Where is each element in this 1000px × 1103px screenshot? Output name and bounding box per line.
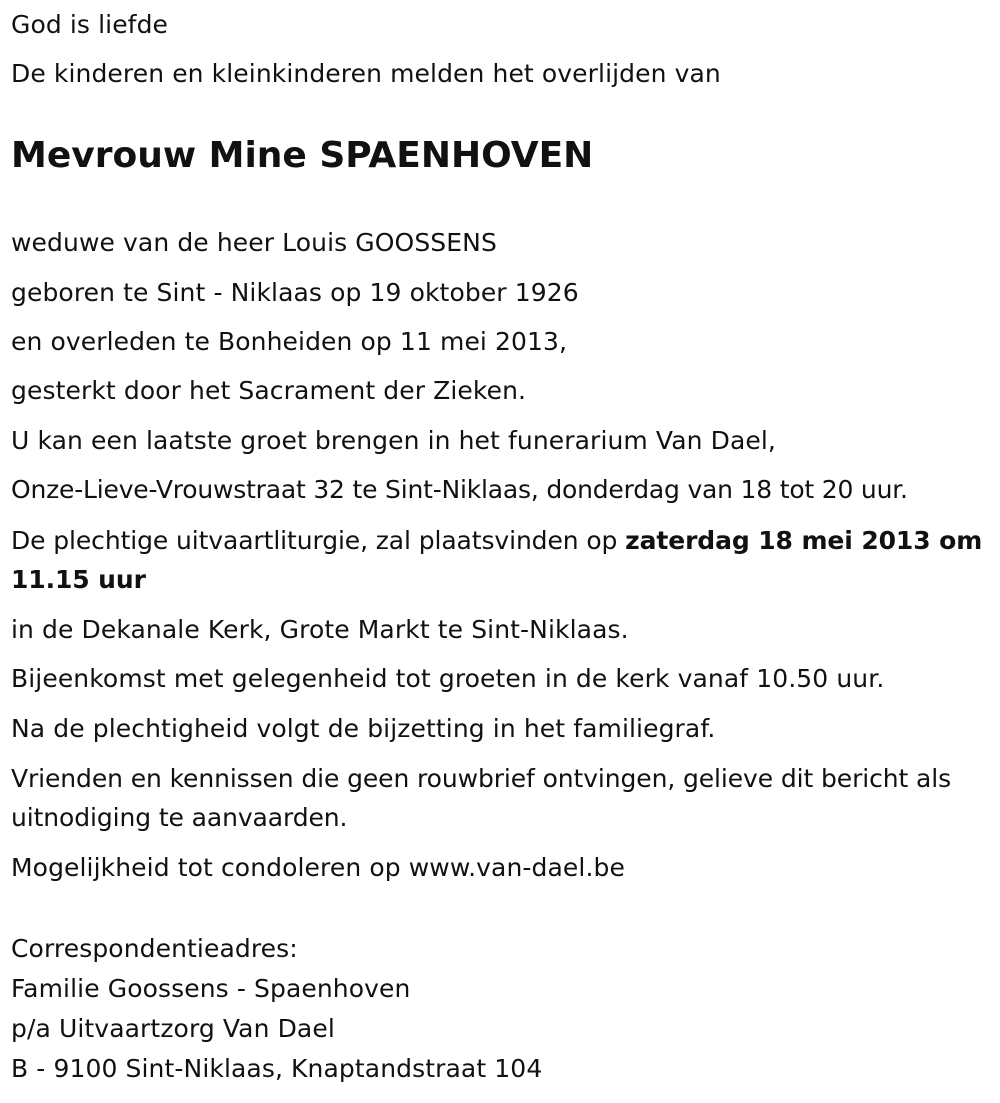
motto: God is liefde: [11, 10, 169, 39]
liturgy-prefix: De plechtige uitvaartliturgie, zal plaatsvinden op: [11, 526, 626, 555]
invitation-paragraph: Vrienden en kennissen die geen rouwbrief ontvingen, gelieve dit bericht als uitnodiging te aanvaarden.: [11, 764, 952, 832]
condolences-line: Mogelijkheid tot condoleren op www.van-dael.be: [11, 853, 625, 882]
correspondence-address: B - 9100 Sint-Niklaas, Knaptandstraat 104: [11, 1054, 543, 1083]
death-line: en overleden te Bonheiden op 11 mei 2013,: [11, 327, 568, 356]
spouse-line: weduwe van de heer Louis GOOSSENS: [11, 228, 497, 257]
viewing-line-1: U kan een laatste groet brengen in het funerarium Van Dael,: [11, 426, 776, 455]
liturgy-paragraph: [11, 521, 986, 599]
liturgy-location: in de Dekanale Kerk, Grote Markt te Sint-Niklaas.: [11, 615, 629, 644]
correspondence-family: Familie Goossens - Spaenhoven: [11, 974, 411, 1003]
gathering-line: Bijeenkomst met gelegenheid tot groeten in de kerk vanaf 10.50 uur.: [11, 664, 885, 693]
correspondence-care-of: p/a Uitvaartzorg Van Dael: [11, 1014, 335, 1043]
burial-line: Na de plechtigheid volgt de bijzetting in het familiegraf.: [11, 714, 716, 743]
viewing-line-2: Onze-Lieve-Vrouwstraat 32 te Sint-Niklaas, donderdag van 18 tot 20 uur.: [11, 475, 908, 504]
birth-line: geboren te Sint - Niklaas op 19 oktober 1926: [11, 278, 579, 307]
correspondence-heading: Correspondentieadres:: [11, 934, 298, 963]
liturgy-date: zaterdag 18 mei 2013 om 11.15 uur: [11, 526, 983, 594]
sacrament-line: gesterkt door het Sacrament der Zieken.: [11, 376, 527, 405]
deceased-name: Mevrouw Mine SPAENHOVEN: [11, 135, 594, 176]
announcement: De kinderen en kleinkinderen melden het overlijden van: [11, 59, 721, 88]
